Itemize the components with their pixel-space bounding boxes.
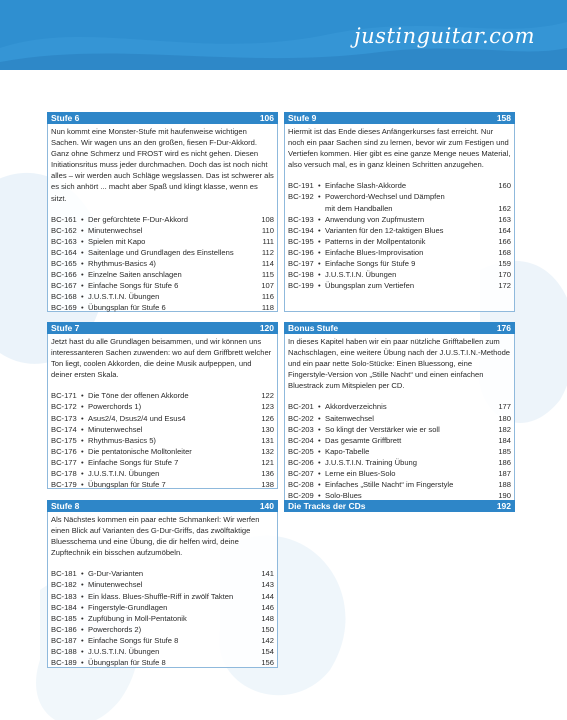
entry-title: So klingt der Verstärker wie er soll bbox=[325, 424, 440, 434]
entry-title: J.U.S.T.I.N. Übungen bbox=[88, 469, 160, 479]
entry-code: BC-189 bbox=[51, 658, 77, 668]
entry-page: 172 bbox=[498, 281, 511, 291]
section-page: 140 bbox=[259, 501, 274, 511]
toc-entry[interactable] bbox=[51, 280, 274, 291]
toc-entry[interactable] bbox=[288, 490, 511, 501]
toc-entry[interactable] bbox=[51, 457, 274, 468]
toc-entry[interactable] bbox=[51, 258, 274, 269]
bullet-icon: • bbox=[81, 303, 84, 313]
entry-title: Einfache Slash-Akkorde bbox=[325, 181, 407, 191]
entry-list bbox=[51, 568, 274, 668]
entry-page: 108 bbox=[261, 214, 274, 224]
entry-title: Asus2/4, Dsus2/4 und Esus4 bbox=[88, 413, 186, 423]
entry-title: J.U.S.T.I.N. Training Übung bbox=[325, 457, 418, 467]
section-page: 176 bbox=[496, 323, 511, 333]
toc-entry[interactable] bbox=[288, 446, 511, 457]
section-intro: Nun kommt eine Monster-Stufe mit haufenweise wichtigen Sachen. Wir wagen uns an den großen, fiesen F-Dur-Akkord. Ganz ohne Schmerz und FROST wird es nicht gehen. Diesen Initiationsritus muss jeder durchmachen. Doch das ist noch nicht alles – wir werden auch Schläge wegslassen. Das ist schwerer als es sich anhört ... macht aber Spaß und klingt klasse, wenn es sitzt. bbox=[51, 127, 274, 203]
toc-entry[interactable] bbox=[51, 657, 274, 668]
toc-entry[interactable] bbox=[288, 424, 511, 435]
entry-code: BC-209 bbox=[288, 491, 314, 501]
toc-entry[interactable] bbox=[288, 269, 511, 280]
toc-entry[interactable] bbox=[288, 180, 511, 191]
bullet-icon: • bbox=[81, 635, 84, 645]
entry-page: 123 bbox=[261, 402, 274, 412]
toc-entry[interactable] bbox=[51, 568, 274, 579]
toc-entry[interactable] bbox=[288, 258, 511, 269]
section-body bbox=[284, 124, 515, 312]
entry-page: 177 bbox=[498, 402, 511, 412]
toc-entry[interactable] bbox=[51, 613, 274, 624]
bullet-icon: • bbox=[318, 225, 321, 235]
toc-entry[interactable] bbox=[51, 269, 274, 280]
entry-title: Übungsplan zum Vertiefen bbox=[325, 281, 415, 291]
entry-page: 132 bbox=[261, 446, 274, 456]
toc-entry[interactable] bbox=[288, 479, 511, 490]
bullet-icon: • bbox=[318, 281, 321, 291]
toc-entry[interactable] bbox=[51, 446, 274, 457]
entry-title: Lerne ein Blues-Solo bbox=[325, 469, 396, 479]
bullet-icon: • bbox=[81, 247, 84, 257]
bullet-icon: • bbox=[81, 602, 84, 612]
entry-code: BC-208 bbox=[288, 480, 314, 490]
entry-page: 116 bbox=[261, 292, 274, 302]
bullet-icon: • bbox=[318, 480, 321, 490]
entry-title: Übungsplan für Stufe 8 bbox=[88, 658, 166, 668]
entry-title: Einfache Songs für Stufe 9 bbox=[325, 259, 416, 269]
entry-code: BC-172 bbox=[51, 402, 77, 412]
entry-list bbox=[51, 390, 274, 490]
bullet-icon: • bbox=[81, 446, 84, 456]
entry-code: BC-181 bbox=[51, 569, 77, 579]
section-header[interactable] bbox=[47, 500, 278, 512]
entry-code: BC-191 bbox=[288, 181, 314, 191]
toc-entry[interactable] bbox=[51, 424, 274, 435]
entry-title: Die pentatonische Molltonleiter bbox=[88, 446, 192, 456]
toc-entry[interactable] bbox=[51, 579, 274, 590]
toc-entry[interactable] bbox=[51, 646, 274, 657]
bullet-icon: • bbox=[81, 658, 84, 668]
bullet-icon: • bbox=[81, 225, 84, 235]
entry-title: Minutenwechsel bbox=[88, 580, 143, 590]
entry-page: 130 bbox=[261, 424, 274, 434]
entry-code: BC-163 bbox=[51, 236, 77, 246]
entry-list bbox=[288, 180, 511, 291]
entry-page: 186 bbox=[498, 457, 511, 467]
entry-code: BC-205 bbox=[288, 446, 314, 456]
bullet-icon: • bbox=[81, 413, 84, 423]
entry-page: 170 bbox=[498, 270, 511, 280]
entry-page: 150 bbox=[261, 624, 274, 634]
section-page: 192 bbox=[496, 501, 511, 511]
toc-entry[interactable] bbox=[288, 247, 511, 258]
entry-title: Übungsplan für Stufe 6 bbox=[88, 303, 166, 313]
bullet-icon: • bbox=[81, 457, 84, 467]
entry-code: BC-207 bbox=[288, 469, 314, 479]
entry-title: Akkordverzeichnis bbox=[325, 402, 387, 412]
bullet-icon: • bbox=[81, 236, 84, 246]
entry-code: BC-176 bbox=[51, 446, 77, 456]
entry-code: BC-202 bbox=[288, 413, 314, 423]
toc-entry[interactable] bbox=[51, 624, 274, 635]
toc-entry[interactable] bbox=[51, 225, 274, 236]
entry-code: BC-184 bbox=[51, 602, 77, 612]
entry-page: 188 bbox=[498, 480, 511, 490]
entry-title: Ein klass. Blues-Shuffle-Riff in zwölf Takten bbox=[88, 591, 234, 601]
section-header[interactable] bbox=[284, 112, 515, 124]
bullet-icon: • bbox=[318, 181, 321, 191]
entry-code: BC-175 bbox=[51, 435, 77, 445]
entry-code: BC-195 bbox=[288, 236, 314, 246]
toc-entry[interactable] bbox=[51, 602, 274, 613]
entry-title: Powerchords 2) bbox=[88, 624, 142, 634]
entry-title: Der gefürchtete F-Dur-Akkord bbox=[88, 214, 189, 224]
right-column bbox=[284, 112, 515, 512]
section-header[interactable] bbox=[284, 500, 515, 512]
entry-code: BC-194 bbox=[288, 225, 314, 235]
entry-code: BC-162 bbox=[51, 225, 77, 235]
entry-code: BC-193 bbox=[288, 214, 314, 224]
entry-code: BC-183 bbox=[51, 591, 77, 601]
entry-title: Übungsplan für Stufe 7 bbox=[88, 480, 166, 490]
entry-page: 107 bbox=[261, 281, 274, 291]
entry-title: Einfache Songs für Stufe 6 bbox=[88, 281, 179, 291]
toc-entry[interactable] bbox=[51, 214, 274, 225]
entry-title: J.U.S.T.I.N. Übungen bbox=[88, 647, 160, 657]
entry-title: Einfaches „Stille Nacht“ im Fingerstyle bbox=[325, 480, 454, 490]
entry-page: 142 bbox=[261, 635, 274, 645]
entry-page: 182 bbox=[498, 424, 511, 434]
section-header[interactable] bbox=[47, 112, 278, 124]
entry-code: BC-198 bbox=[288, 270, 314, 280]
bullet-icon: • bbox=[318, 457, 321, 467]
entry-title: Einfache Blues-Improvisation bbox=[325, 247, 424, 257]
bullet-icon: • bbox=[81, 435, 84, 445]
section-stufe-7 bbox=[47, 322, 278, 489]
toc-entry[interactable] bbox=[288, 401, 511, 412]
toc-entry[interactable] bbox=[288, 468, 511, 479]
section-page: 158 bbox=[496, 113, 511, 123]
entry-title: Powerchord-Wechsel und Dämpfen bbox=[325, 192, 445, 202]
section-body bbox=[47, 334, 278, 489]
entry-code: BC-179 bbox=[51, 480, 77, 490]
entry-page: 146 bbox=[261, 602, 274, 612]
entry-code: BC-196 bbox=[288, 247, 314, 257]
section-intro: Hiermit ist das Ende dieses Anfängerkurses fast erreicht. Nur noch ein paar Sachen sind zu lernen, bevor wir zum Festigen und Vertiefen kommen. Hier gibt es eine ganze Menge neues Material, also versuch mal, es in ganz kleinen Schritten anzugehen. bbox=[288, 127, 511, 170]
bullet-icon: • bbox=[318, 236, 321, 246]
entry-list bbox=[288, 401, 511, 501]
bullet-icon: • bbox=[318, 270, 321, 280]
entry-page: 144 bbox=[261, 591, 274, 601]
toc-entry[interactable] bbox=[51, 468, 274, 479]
bullet-icon: • bbox=[81, 402, 84, 412]
entry-code: BC-206 bbox=[288, 457, 314, 467]
entry-page: 156 bbox=[261, 658, 274, 668]
section-title: Stufe 6 bbox=[51, 113, 80, 123]
entry-title: Anwendung von Zupfmustern bbox=[325, 214, 425, 224]
bullet-icon: • bbox=[81, 647, 84, 657]
bullet-icon: • bbox=[81, 580, 84, 590]
toc-entry[interactable] bbox=[51, 635, 274, 646]
bullet-icon: • bbox=[318, 491, 321, 501]
entry-title: Saitenwechsel bbox=[325, 413, 374, 423]
toc-entry[interactable] bbox=[51, 401, 274, 412]
bullet-icon: • bbox=[318, 435, 321, 445]
entry-page: 118 bbox=[261, 303, 274, 313]
bullet-icon: • bbox=[81, 569, 84, 579]
entry-page: 143 bbox=[261, 580, 274, 590]
entry-code: BC-204 bbox=[288, 435, 314, 445]
entry-page: 112 bbox=[261, 247, 274, 257]
bullet-icon: • bbox=[318, 192, 321, 202]
entry-page: 160 bbox=[498, 181, 511, 191]
entry-title: Zupfübung in Moll-Pentatonik bbox=[88, 613, 187, 623]
entry-title: Einfache Songs für Stufe 8 bbox=[88, 635, 179, 645]
entry-page: 164 bbox=[498, 225, 511, 235]
entry-page: 126 bbox=[261, 413, 274, 423]
entry-page: 159 bbox=[498, 259, 511, 269]
bullet-icon: • bbox=[81, 270, 84, 280]
entry-code: BC-165 bbox=[51, 259, 77, 269]
section-stufe-9 bbox=[284, 112, 515, 312]
entry-title: J.U.S.T.I.N. Übungen bbox=[325, 270, 397, 280]
entry-title: Rhythmus-Basics 5) bbox=[88, 435, 156, 445]
entry-title: Patterns in der Mollpentatonik bbox=[325, 236, 426, 246]
entry-page: 148 bbox=[261, 613, 274, 623]
bullet-icon: • bbox=[81, 259, 84, 269]
entry-title: G-Dur-Varianten bbox=[88, 569, 144, 579]
entry-title: Varianten für den 12-taktigen Blues bbox=[325, 225, 444, 235]
section-tracks-cds bbox=[284, 500, 515, 512]
entry-page: 138 bbox=[261, 480, 274, 490]
entry-code: BC-161 bbox=[51, 214, 77, 224]
bullet-icon: • bbox=[318, 446, 321, 456]
toc-entry[interactable] bbox=[51, 291, 274, 302]
entry-page: 163 bbox=[498, 214, 511, 224]
section-title: Stufe 9 bbox=[288, 113, 317, 123]
entry-page: 180 bbox=[498, 413, 511, 423]
bullet-icon: • bbox=[318, 424, 321, 434]
entry-code: BC-178 bbox=[51, 469, 77, 479]
section-stufe-6 bbox=[47, 112, 278, 312]
entry-page: 166 bbox=[498, 236, 511, 246]
section-body bbox=[284, 334, 515, 502]
bullet-icon: • bbox=[318, 259, 321, 269]
entry-page: 162 bbox=[498, 203, 511, 213]
toc-entry[interactable] bbox=[288, 435, 511, 446]
entry-code: BC-197 bbox=[288, 259, 314, 269]
header-banner bbox=[0, 0, 567, 70]
bullet-icon: • bbox=[81, 469, 84, 479]
entry-code: BC-201 bbox=[288, 402, 314, 412]
toc-entry[interactable] bbox=[51, 413, 274, 424]
entry-code: BC-188 bbox=[51, 647, 77, 657]
entry-code: BC-169 bbox=[51, 303, 77, 313]
entry-title: Minutenwechsel bbox=[88, 225, 143, 235]
entry-page: 185 bbox=[498, 446, 511, 456]
toc-entry[interactable] bbox=[51, 236, 274, 247]
left-column bbox=[47, 112, 278, 668]
bullet-icon: • bbox=[81, 480, 84, 490]
entry-code: BC-182 bbox=[51, 580, 77, 590]
entry-page: 190 bbox=[498, 491, 511, 501]
entry-code: BC-203 bbox=[288, 424, 314, 434]
bullet-icon: • bbox=[81, 292, 84, 302]
toc-entry[interactable] bbox=[288, 413, 511, 424]
entry-title: Solo-Blues bbox=[325, 491, 362, 501]
entry-page: 114 bbox=[261, 259, 274, 269]
justinguitar-logo: justinguitar.com bbox=[354, 24, 535, 48]
toc-entry[interactable] bbox=[288, 191, 511, 202]
toc-entry[interactable] bbox=[51, 435, 274, 446]
entry-code: BC-166 bbox=[51, 270, 77, 280]
entry-code: BC-177 bbox=[51, 457, 77, 467]
section-page: 106 bbox=[259, 113, 274, 123]
entry-code: BC-186 bbox=[51, 624, 77, 634]
section-title: Stufe 8 bbox=[51, 501, 80, 511]
entry-title: Powerchords 1) bbox=[88, 402, 142, 412]
section-body bbox=[47, 124, 278, 312]
section-page: 120 bbox=[259, 323, 274, 333]
entry-page: 111 bbox=[262, 236, 274, 246]
bullet-icon: • bbox=[318, 413, 321, 423]
toc-entry[interactable] bbox=[51, 390, 274, 401]
entry-code: BC-171 bbox=[51, 391, 77, 401]
entry-code: BC-187 bbox=[51, 635, 77, 645]
entry-page: 122 bbox=[261, 391, 274, 401]
bullet-icon: • bbox=[81, 214, 84, 224]
entry-page: 154 bbox=[261, 647, 274, 657]
entry-title: Saitenlage und Grundlagen des Einstellens bbox=[88, 247, 234, 257]
bullet-icon: • bbox=[318, 247, 321, 257]
toc-entry[interactable] bbox=[288, 457, 511, 468]
toc-entry[interactable] bbox=[288, 203, 511, 214]
entry-list bbox=[51, 214, 274, 314]
entry-code: BC-192 bbox=[288, 192, 314, 202]
section-intro: Als Nächstes kommen ein paar echte Schmankerl: Wir werfen einen Blick auf Varianten des G-Dur-Griffs, das zwölftaktige Bluesschema und eine Übung, die dir helfen wird, deine Zupftechnik ein bisschen aufzumöbeln. bbox=[51, 515, 260, 558]
entry-code: BC-199 bbox=[288, 281, 314, 291]
section-stufe-8 bbox=[47, 500, 278, 668]
bullet-icon: • bbox=[318, 469, 321, 479]
entry-title: Das gesamte Griffbrett bbox=[325, 435, 402, 445]
entry-code: BC-185 bbox=[51, 613, 77, 623]
entry-title: Spielen mit Kapo bbox=[88, 236, 146, 246]
bullet-icon: • bbox=[81, 624, 84, 634]
entry-title: Die Töne der offenen Akkorde bbox=[88, 391, 189, 401]
entry-code: BC-173 bbox=[51, 413, 77, 423]
entry-title: Fingerstyle-Grundlagen bbox=[88, 602, 168, 612]
section-title: Bonus Stufe bbox=[288, 323, 339, 333]
entry-title: J.U.S.T.I.N. Übungen bbox=[88, 292, 160, 302]
entry-title: Einfache Songs für Stufe 7 bbox=[88, 457, 179, 467]
entry-page: 184 bbox=[498, 435, 511, 445]
entry-page: 168 bbox=[498, 247, 511, 257]
bullet-icon: • bbox=[81, 424, 84, 434]
section-intro: In dieses Kapitel haben wir ein paar nützliche Grifftabellen zum Nachschlagen, eine weitere Übung nach der J.U.S.T.I.N.-Methode und ein paar nette Solo-Stücke: Einen Bluessong, eine Fingerstyle-Version von „Stille Nacht“ und einen einfachen Bluestrack zum Mitspielen per CD. bbox=[288, 337, 511, 391]
section-title: Die Tracks der CDs bbox=[288, 501, 366, 511]
section-header[interactable] bbox=[47, 322, 278, 334]
bullet-icon: • bbox=[81, 281, 84, 291]
toc-entry[interactable] bbox=[288, 225, 511, 236]
entry-title: Rhythmus-Basics 4) bbox=[88, 259, 156, 269]
section-title: Stufe 7 bbox=[51, 323, 80, 333]
toc-entry[interactable] bbox=[288, 236, 511, 247]
entry-code: BC-168 bbox=[51, 292, 77, 302]
entry-page: 121 bbox=[261, 457, 274, 467]
bullet-icon: • bbox=[318, 402, 321, 412]
entry-page: 131 bbox=[261, 435, 274, 445]
toc-entry[interactable] bbox=[51, 247, 274, 258]
entry-page: 115 bbox=[261, 270, 274, 280]
section-header[interactable] bbox=[284, 322, 515, 334]
entry-code: BC-164 bbox=[51, 247, 77, 257]
toc-entry[interactable] bbox=[51, 479, 274, 490]
entry-title: Minutenwechsel bbox=[88, 424, 143, 434]
bullet-icon: • bbox=[81, 591, 84, 601]
entry-title: mit dem Handballen bbox=[325, 203, 393, 213]
entry-page: 110 bbox=[261, 225, 274, 235]
bullet-icon: • bbox=[81, 613, 84, 623]
entry-title: Kapo-Tabelle bbox=[325, 446, 370, 456]
toc-entry[interactable] bbox=[51, 302, 274, 313]
entry-page: 136 bbox=[261, 469, 274, 479]
entry-page: 187 bbox=[498, 469, 511, 479]
section-bonus-stufe bbox=[284, 322, 515, 502]
section-body bbox=[47, 512, 278, 668]
bullet-icon: • bbox=[318, 214, 321, 224]
bullet-icon: • bbox=[81, 391, 84, 401]
entry-page: 141 bbox=[261, 569, 274, 579]
toc-entry[interactable] bbox=[51, 591, 274, 602]
toc-entry[interactable] bbox=[288, 214, 511, 225]
entry-title: Einzelne Saiten anschlagen bbox=[88, 270, 182, 280]
entry-code: BC-174 bbox=[51, 424, 77, 434]
entry-code: BC-167 bbox=[51, 281, 77, 291]
section-intro: Jetzt hast du alle Grundlagen beisammen, und wir können uns interessanteren Sachen zuwenden: wo auf dem Griffbrett welcher Ton liegt, coolen Akkorden, die deine Musik aufpeppen, und deiner ersten Skala. bbox=[51, 337, 272, 380]
toc-entry[interactable] bbox=[288, 280, 511, 291]
